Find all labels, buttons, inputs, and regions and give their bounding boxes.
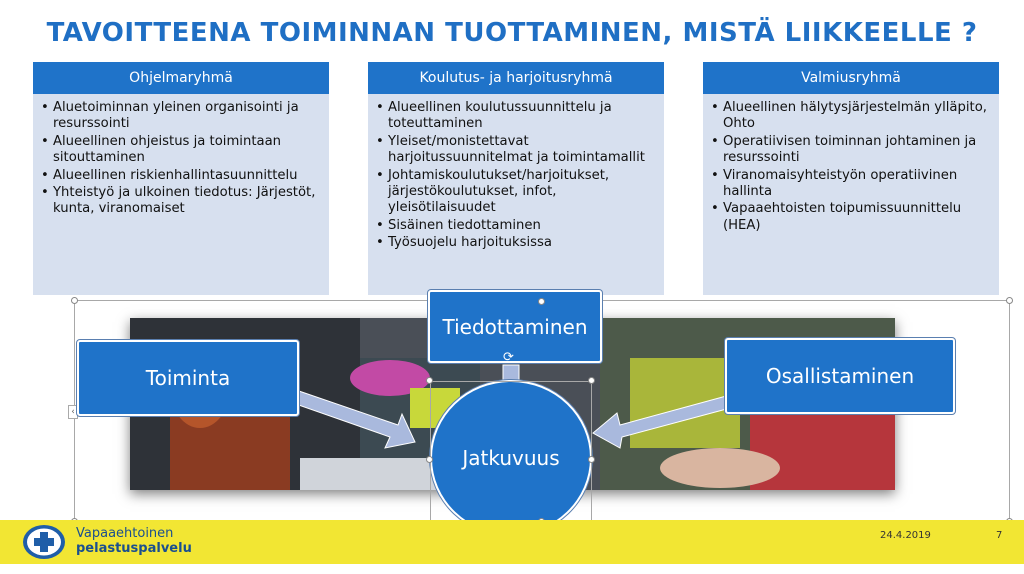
resize-handle[interactable]	[426, 456, 433, 463]
org-name-line1: Vapaaehtoinen	[76, 526, 174, 541]
column-header: Valmiusryhmä	[703, 62, 999, 94]
circle-selection-frame[interactable]	[430, 381, 592, 537]
list-item: • Alueellinen riskienhallintasuunnittelu	[41, 168, 321, 184]
list-item: • Alueellinen ohjeistus ja toimintaan sitouttaminen	[41, 134, 321, 167]
collapse-tab[interactable]: ‹	[68, 405, 78, 419]
column-header: Koulutus- ja harjoitusryhmä	[368, 62, 664, 94]
list-item: • Johtamiskoulutukset/harjoitukset, järjestökoulutukset, infot, yleisötilaisuudet	[376, 168, 656, 217]
org-name-line2: pelastuspalvelu	[76, 541, 192, 556]
list-item: • Alueellinen hälytysjärjestelmän ylläpito, Ohto	[711, 100, 991, 133]
arrow-right-icon	[593, 395, 734, 448]
slide-number: 7	[996, 530, 1003, 541]
list-item: • Yleiset/monistettavat harjoitussuunnitelmat ja toimintamallit	[376, 134, 656, 167]
rotate-handle-icon[interactable]: ⟳	[503, 350, 514, 365]
resize-handle[interactable]	[426, 377, 433, 384]
list-item: • Vapaaehtoisten toipumissuunnittelu (HEA)	[711, 201, 991, 234]
list-item: • Sisäinen tiedottaminen	[376, 218, 656, 234]
resize-handle[interactable]	[588, 456, 595, 463]
resize-handle[interactable]	[538, 298, 545, 305]
circle-jatkuvuus[interactable]: Jatkuvuus	[430, 380, 592, 536]
cross-logo-icon	[22, 524, 66, 560]
box-osallistaminen[interactable]: Osallistaminen	[725, 338, 955, 414]
box-tiedottaminen[interactable]: Tiedottaminen	[428, 290, 602, 363]
list-item: • Työsuojelu harjoituksissa	[376, 235, 656, 251]
list-item: • Aluetoiminnan yleinen organisointi ja resurssointi	[41, 100, 321, 133]
slide-title: TAVOITTEENA TOIMINNAN TUOTTAMINEN, MISTÄ LIIKKEELLE ?	[46, 18, 978, 48]
resize-handle[interactable]	[588, 377, 595, 384]
list-item: • Alueellinen koulutussuunnittelu ja toteuttaminen	[376, 100, 656, 133]
list-item: • Yhteistyö ja ulkoinen tiedotus: Järjestöt, kunta, viranomaiset	[41, 185, 321, 218]
arrow-left-icon	[290, 390, 415, 448]
slide-date: 24.4.2019	[880, 530, 931, 541]
list-item: • Operatiivisen toiminnan johtaminen ja resurssointi	[711, 134, 991, 167]
list-item: • Viranomaisyhteistyön operatiivinen hallinta	[711, 168, 991, 201]
column-header: Ohjelmaryhmä	[33, 62, 329, 94]
box-toiminta[interactable]: Toiminta	[77, 340, 299, 416]
